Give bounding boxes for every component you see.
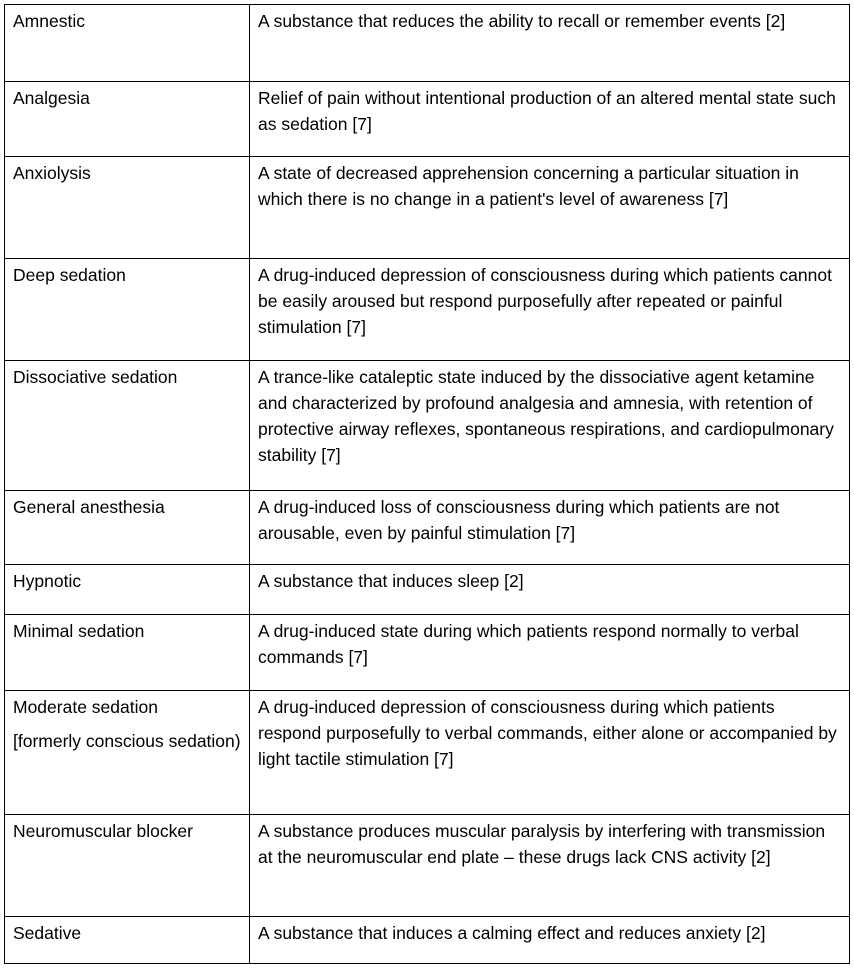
definition-cell: A drug-induced loss of consciousness during which patients are not arousable, even by painful stimulation [7] [250,491,850,565]
table-row [5,815,850,917]
definition-cell: A substance that reduces the ability to recall or remember events [2] [250,5,850,82]
table-row [5,5,850,82]
table-row [5,491,850,565]
definition-cell: A substance that induces a calming effect and reduces anxiety [2] [250,917,850,964]
table-row [5,259,850,361]
term-cell [5,691,250,815]
definition-cell: A drug-induced state during which patients respond normally to verbal commands [7] [250,615,850,691]
term-cell: Neuromuscular blocker [5,815,250,917]
term-cell: Deep sedation [5,259,250,361]
table-row [5,361,850,491]
definition-cell: A drug-induced depression of consciousness during which patients cannot be easily aroused but respond purposefully after repeated or painful stimulation [7] [250,259,850,361]
table-row [5,691,850,815]
term-text: Moderate sedation [13,697,158,717]
table-row [5,565,850,615]
definition-cell: A state of decreased apprehension concerning a particular situation in which there is no change in a patient's level of awareness [7] [250,157,850,259]
term-cell: Hypnotic [5,565,250,615]
term-cell: Analgesia [5,82,250,157]
definition-cell: A trance-like cataleptic state induced by the dissociative agent ketamine and characterized by profound analgesia and amnesia, with retention of protective airway reflexes, spontaneous respirations, and cardiopulmonary stability [7] [250,361,850,491]
definition-cell: Relief of pain without intentional production of an altered mental state such as sedation [7] [250,82,850,157]
term-cell: Anxiolysis [5,157,250,259]
definition-cell: A substance that induces sleep [2] [250,565,850,615]
term-cell: Dissociative sedation [5,361,250,491]
table-row [5,917,850,964]
term-cell: Amnestic [5,5,250,82]
term-cell: General anesthesia [5,491,250,565]
term-cell: Sedative [5,917,250,964]
table-row [5,82,850,157]
table-row [5,157,850,259]
table-row [5,615,850,691]
definitions-table [4,4,850,964]
definition-cell: A substance produces muscular paralysis by interfering with transmission at the neuromuscular end plate – these drugs lack CNS activity [2] [250,815,850,917]
term-cell: Minimal sedation [5,615,250,691]
term-note: [formerly conscious sedation) [13,731,241,751]
definition-cell: A drug-induced depression of consciousness during which patients respond purposefully to verbal commands, either alone or accompanied by light tactile stimulation [7] [250,691,850,815]
